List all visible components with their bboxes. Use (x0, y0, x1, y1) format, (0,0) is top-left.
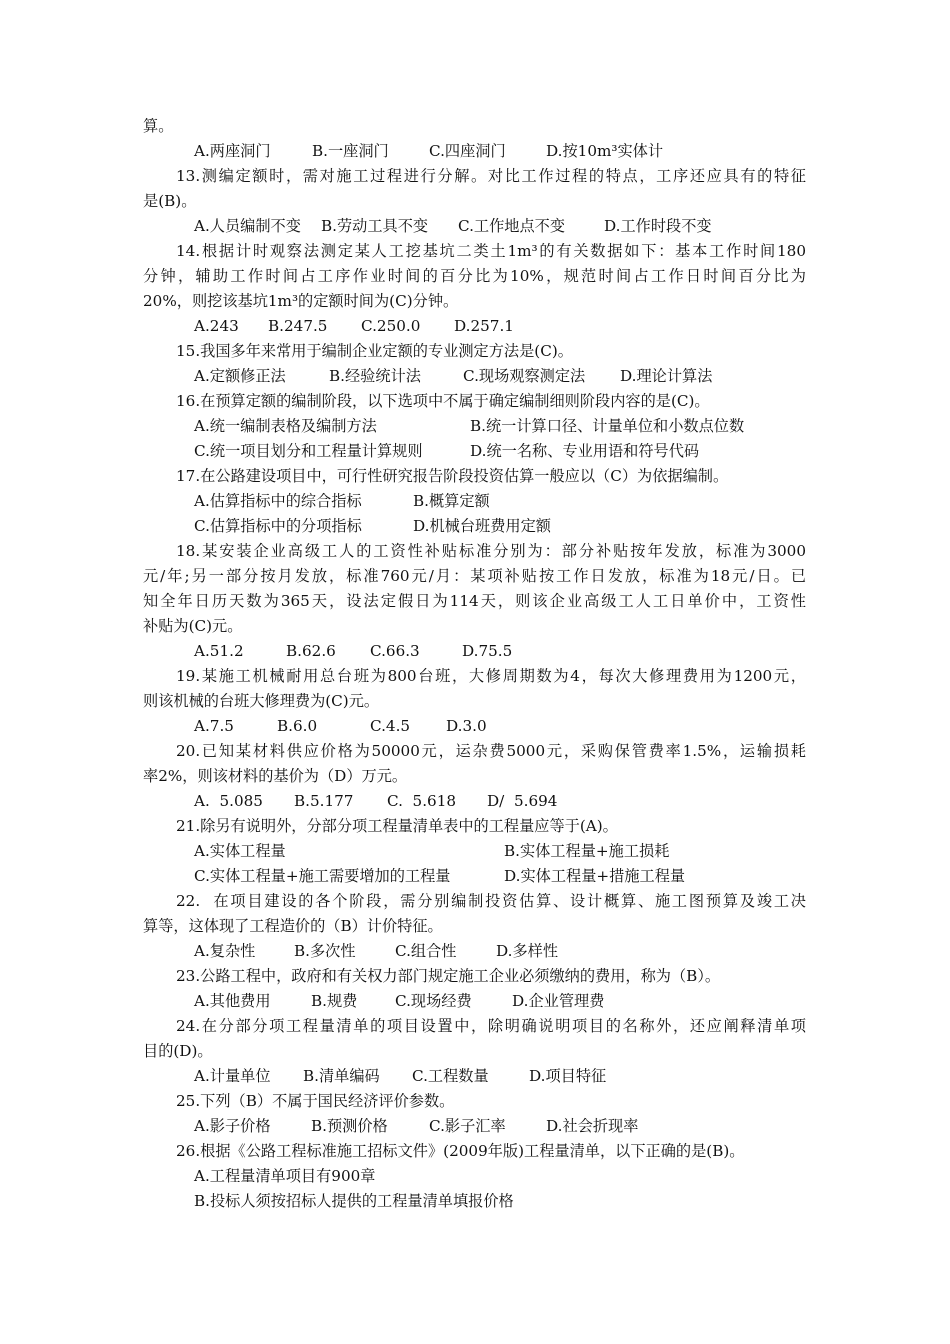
text-line (0, 189, 950, 213)
text-segment: A.实体工程量 (194, 842, 286, 860)
text-segment: D.按10m³实体计 (546, 142, 664, 160)
text-segment: D.统一名称、专业用语和符号代码 (470, 442, 700, 460)
text-segment: D.257.1 (454, 317, 514, 335)
text-line (0, 1139, 950, 1163)
text-segment: C.影子汇率 (429, 1117, 506, 1135)
text-line (0, 564, 950, 588)
text-segment: 率2%，则该材料的基价为（D）万元。 (143, 767, 408, 785)
text-segment: C.实体工程量+施工需要增加的工程量 (194, 867, 451, 885)
text-line (0, 914, 950, 938)
text-segment: 补贴为(C)元。 (143, 617, 243, 635)
paragraph-text: 元/年;另一部分按月发放，标准760元/月：某项补贴按工作日发放，标准为18元/日。已 (143, 567, 806, 585)
text-segment: 23.公路工程中，政府和有关权力部门规定施工企业必须缴纳的费用，称为（B）。 (176, 967, 721, 985)
text-line (0, 939, 950, 963)
text-segment: 17.在公路建设项目中，可行性研究报告阶段投资估算一般应以（C）为依据编制。 (176, 467, 729, 485)
text-line (0, 989, 950, 1013)
text-line (0, 389, 950, 413)
text-segment: D.社会折现率 (546, 1117, 639, 1135)
text-segment: A.复杂性 (194, 942, 256, 960)
text-segment: B.概算定额 (413, 492, 490, 510)
text-segment: 算。 (143, 117, 174, 135)
text-segment: 20%，则挖该基坑1m³的定额时间为(C)分钟。 (143, 292, 459, 310)
text-line (0, 814, 950, 838)
text-line (0, 264, 950, 288)
text-segment: 算等，这体现了工程造价的（B）计价特征。 (143, 917, 443, 935)
text-segment: A.7.5 (194, 717, 234, 735)
text-segment: D.机械台班费用定额 (413, 517, 551, 535)
text-segment: C.现场观察测定法 (463, 367, 586, 385)
text-line (0, 239, 950, 263)
text-line (0, 464, 950, 488)
text-segment: D.75.5 (462, 642, 513, 660)
text-segment: B.62.6 (286, 642, 336, 660)
text-segment: B.清单编码 (303, 1067, 380, 1085)
text-line (0, 714, 950, 738)
text-segment: B.劳动工具不变 (321, 217, 429, 235)
text-line (0, 964, 950, 988)
text-segment: D.多样性 (496, 942, 559, 960)
text-line (0, 839, 950, 863)
text-segment: D.企业管理费 (512, 992, 605, 1010)
text-segment: B.实体工程量+施工损耗 (504, 842, 670, 860)
text-segment: D.理论计算法 (620, 367, 713, 385)
text-line (0, 114, 950, 138)
text-line (0, 1189, 950, 1213)
text-segment: A.51.2 (194, 642, 244, 660)
text-segment: B.规费 (311, 992, 358, 1010)
text-line (0, 414, 950, 438)
text-segment: B.投标人须按招标人提供的工程量清单填报价格 (194, 1192, 514, 1210)
paragraph-text: 14.根据计时观察法测定某人工挖基坑二类土1m³的有关数据如下：基本工作时间180 (176, 242, 806, 260)
paragraph-text: 22. 在项目建设的各个阶段，需分别编制投资估算、设计概算、施工图预算及竣工决 (176, 892, 806, 910)
text-segment: B.多次性 (294, 942, 356, 960)
paragraph-text: 18.某安装企业高级工人的工资性补贴标准分别为：部分补贴按年发放，标准为3000 (176, 542, 806, 560)
text-segment: B.5.177 (294, 792, 354, 810)
text-segment: B.预测价格 (311, 1117, 388, 1135)
text-segment: 25.下列（B）不属于国民经济评价参数。 (176, 1092, 455, 1110)
text-line (0, 889, 950, 913)
text-segment: C.统一项目划分和工程量计算规则 (194, 442, 423, 460)
text-segment: 目的(D)。 (143, 1042, 213, 1060)
text-segment: D.实体工程量+措施工程量 (504, 867, 686, 885)
text-line (0, 539, 950, 563)
paragraph-text: 19.某施工机械耐用总台班为800台班，大修周期数为4，每次大修理费用为1200元， (176, 667, 806, 685)
text-segment: C.四座洞门 (429, 142, 506, 160)
text-segment: B.6.0 (277, 717, 318, 735)
text-line (0, 689, 950, 713)
text-segment: 16.在预算定额的编制阶段，以下选项中不属于确定编制细则阶段内容的是(C)。 (176, 392, 710, 410)
text-line (0, 789, 950, 813)
paragraph-text: 分钟，辅助工作时间占工序作业时间的百分比为10%，规范时间占工作日时间百分比为 (143, 267, 806, 285)
text-segment: C.66.3 (370, 642, 420, 660)
text-segment: B.统一计算口径、计量单位和小数点位数 (470, 417, 745, 435)
text-line (0, 614, 950, 638)
text-segment: C. 5.618 (387, 792, 457, 810)
text-line (0, 1014, 950, 1038)
text-line (0, 164, 950, 188)
text-line (0, 289, 950, 313)
text-segment: D.3.0 (446, 717, 487, 735)
text-segment: 是(B)。 (143, 192, 197, 210)
text-segment: D.工作时段不变 (604, 217, 712, 235)
text-segment: A.其他费用 (194, 992, 271, 1010)
text-segment: A.估算指标中的综合指标 (194, 492, 362, 510)
text-segment: A.243 (194, 317, 239, 335)
text-line (0, 1089, 950, 1113)
text-line (0, 489, 950, 513)
text-line (0, 664, 950, 688)
text-line (0, 639, 950, 663)
paragraph-text: 13.测编定额时，需对施工过程进行分解。对比工作过程的特点，工序还应具有的特征 (176, 167, 806, 185)
paragraph-text: 24.在分部分项工程量清单的项目设置中，除明确说明项目的名称外，还应阐释清单项 (176, 1017, 806, 1035)
text-line (0, 364, 950, 388)
text-line (0, 589, 950, 613)
text-line (0, 514, 950, 538)
text-segment: A. 5.085 (194, 792, 263, 810)
text-segment: A.两座洞门 (194, 142, 271, 160)
text-segment: B.经验统计法 (329, 367, 421, 385)
text-segment: D.项目特征 (529, 1067, 607, 1085)
text-segment: A.人员编制不变 (194, 217, 301, 235)
text-segment: 则该机械的台班大修理费为(C)元。 (143, 692, 380, 710)
text-segment: C.组合性 (395, 942, 457, 960)
text-line (0, 739, 950, 763)
text-line (0, 1064, 950, 1088)
text-segment: C.工程数量 (412, 1067, 489, 1085)
text-line (0, 1164, 950, 1188)
text-line (0, 1039, 950, 1063)
text-segment: A.定额修正法 (194, 367, 286, 385)
text-line (0, 314, 950, 338)
text-segment: B.一座洞门 (312, 142, 389, 160)
text-segment: A.计量单位 (194, 1067, 271, 1085)
text-segment: 15.我国多年来常用于编制企业定额的专业测定方法是(C)。 (176, 342, 573, 360)
text-line (0, 139, 950, 163)
text-segment: 21.除另有说明外，分部分项工程量清单表中的工程量应等于(A)。 (176, 817, 618, 835)
paragraph-text: 20.已知某材料供应价格为50000元，运杂费5000元，采购保管费率1.5%，运输损耗 (176, 742, 806, 760)
text-line (0, 1114, 950, 1138)
text-segment: C.4.5 (370, 717, 411, 735)
text-segment: A.统一编制表格及编制方法 (194, 417, 377, 435)
text-segment: C.估算指标中的分项指标 (194, 517, 362, 535)
text-segment: C.工作地点不变 (458, 217, 566, 235)
text-segment: D/ 5.694 (487, 792, 558, 810)
paragraph-text: 知全年日历天数为365天，设法定假日为114天，则该企业高级工人工日单价中，工资性 (143, 592, 806, 610)
text-segment: C.现场经费 (395, 992, 472, 1010)
text-segment: A.工程量清单项目有900章 (194, 1167, 376, 1185)
text-line (0, 864, 950, 888)
text-segment: A.影子价格 (194, 1117, 271, 1135)
text-segment: 26.根据《公路工程标准施工招标文件》(2009年版)工程量清单，以下正确的是(B)。 (176, 1142, 745, 1160)
text-line (0, 214, 950, 238)
text-line (0, 439, 950, 463)
text-line (0, 339, 950, 363)
text-line (0, 764, 950, 788)
text-segment: B.247.5 (268, 317, 328, 335)
text-segment: C.250.0 (361, 317, 421, 335)
